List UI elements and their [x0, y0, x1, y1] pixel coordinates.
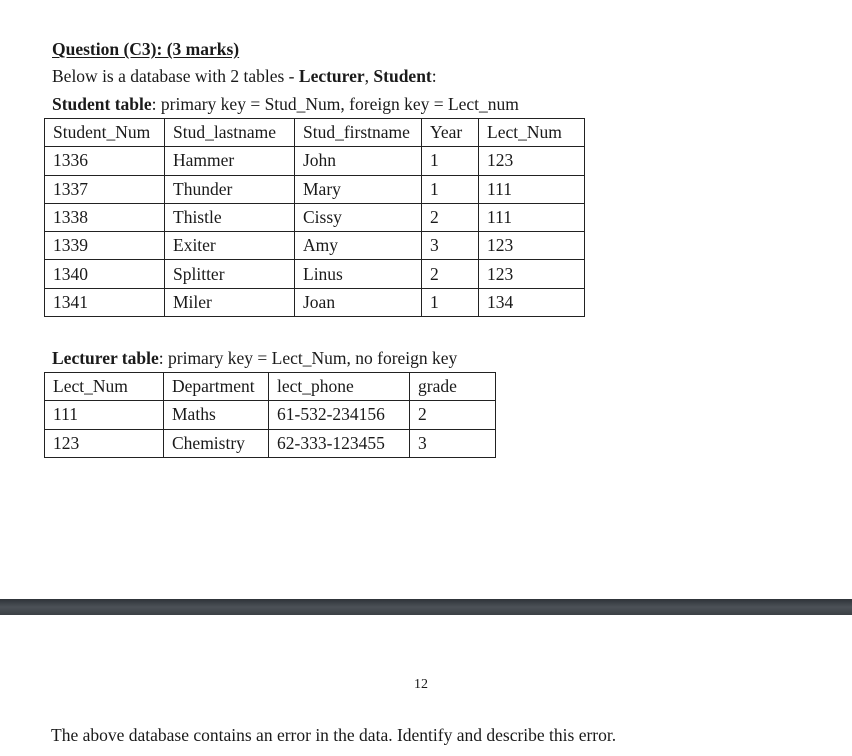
- student-table-caption: [52, 94, 519, 114]
- lecturer-header-cell: grade: [410, 373, 496, 401]
- student-table: [44, 118, 585, 317]
- table-cell: 2: [422, 260, 479, 288]
- student-header-row: [45, 119, 585, 147]
- table-cell: 123: [479, 260, 585, 288]
- table-cell: 1336: [45, 147, 165, 175]
- table-cell: 3: [422, 232, 479, 260]
- table-cell: Hammer: [165, 147, 295, 175]
- intro-lecturer: Lecturer: [298, 66, 365, 86]
- table-cell: Miler: [165, 288, 295, 316]
- table-cell: Cissy: [295, 203, 422, 231]
- lecturer-caption-rest: : primary key = Lect_Num, no foreign key: [158, 348, 458, 368]
- table-row: [45, 232, 585, 260]
- intro-student: Student: [373, 66, 432, 86]
- table-cell: Mary: [295, 175, 422, 203]
- table-cell: 1339: [45, 232, 165, 260]
- table-cell: 111: [479, 175, 585, 203]
- table-row: [45, 147, 585, 175]
- table-cell: Linus: [295, 260, 422, 288]
- lecturer-table-caption: [52, 348, 457, 368]
- table-cell: Maths: [164, 401, 269, 429]
- table-cell: 123: [45, 429, 164, 457]
- table-cell: 1340: [45, 260, 165, 288]
- table-row: [45, 288, 585, 316]
- table-cell: Joan: [295, 288, 422, 316]
- page-number: [0, 677, 852, 693]
- lecturer-table: [44, 372, 496, 458]
- table-cell: Chemistry: [164, 429, 269, 457]
- table-cell: John: [295, 147, 422, 175]
- intro-prefix: Below is a database with 2 tables -: [52, 66, 299, 86]
- table-cell: 111: [479, 203, 585, 231]
- lecturer-header-cell: Lect_Num: [45, 373, 164, 401]
- table-cell: 1341: [45, 288, 165, 316]
- table-row: [45, 429, 496, 457]
- student-header-cell: Lect_Num: [479, 119, 585, 147]
- table-cell: Amy: [295, 232, 422, 260]
- table-cell: Thistle: [165, 203, 295, 231]
- intro-suffix: :: [431, 66, 437, 86]
- intro-text: [52, 66, 437, 86]
- question-title: Question (C3): (3 marks): [52, 39, 240, 59]
- table-row: [45, 203, 585, 231]
- table-cell: 1: [422, 175, 479, 203]
- table-cell: 1337: [45, 175, 165, 203]
- table-cell: 3: [410, 429, 496, 457]
- table-cell: 123: [479, 147, 585, 175]
- intro-sep: ,: [364, 66, 374, 86]
- table-row: [45, 175, 585, 203]
- lecturer-header-cell: Department: [164, 373, 269, 401]
- lecturer-header-row: [45, 373, 496, 401]
- table-cell: 123: [479, 232, 585, 260]
- table-cell: 2: [422, 203, 479, 231]
- student-header-cell: Stud_firstname: [295, 119, 422, 147]
- table-cell: 1: [422, 147, 479, 175]
- table-cell: 62-333-123455: [269, 429, 410, 457]
- student-caption-rest: : primary key = Stud_Num, foreign key = Lect_num: [151, 94, 519, 114]
- page-number-text: 12: [414, 677, 428, 692]
- table-row: [45, 401, 496, 429]
- table-row: [45, 260, 585, 288]
- table-cell: 61-532-234156: [269, 401, 410, 429]
- student-header-cell: Student_Num: [45, 119, 165, 147]
- table-cell: 1: [422, 288, 479, 316]
- table-cell: 134: [479, 288, 585, 316]
- table-cell: 2: [410, 401, 496, 429]
- student-header-cell: Year: [422, 119, 479, 147]
- lecturer-header-cell: lect_phone: [269, 373, 410, 401]
- lecturer-caption-bold: Lecturer table: [52, 348, 159, 368]
- page-break-divider: [0, 599, 852, 615]
- table-cell: Exiter: [165, 232, 295, 260]
- error-question-text: The above database contains an error in the data. Identify and describe this error.: [51, 725, 617, 745]
- table-cell: 111: [45, 401, 164, 429]
- table-cell: 1338: [45, 203, 165, 231]
- student-caption-bold: Student table: [52, 94, 152, 114]
- table-cell: Thunder: [165, 175, 295, 203]
- student-header-cell: Stud_lastname: [165, 119, 295, 147]
- table-cell: Splitter: [165, 260, 295, 288]
